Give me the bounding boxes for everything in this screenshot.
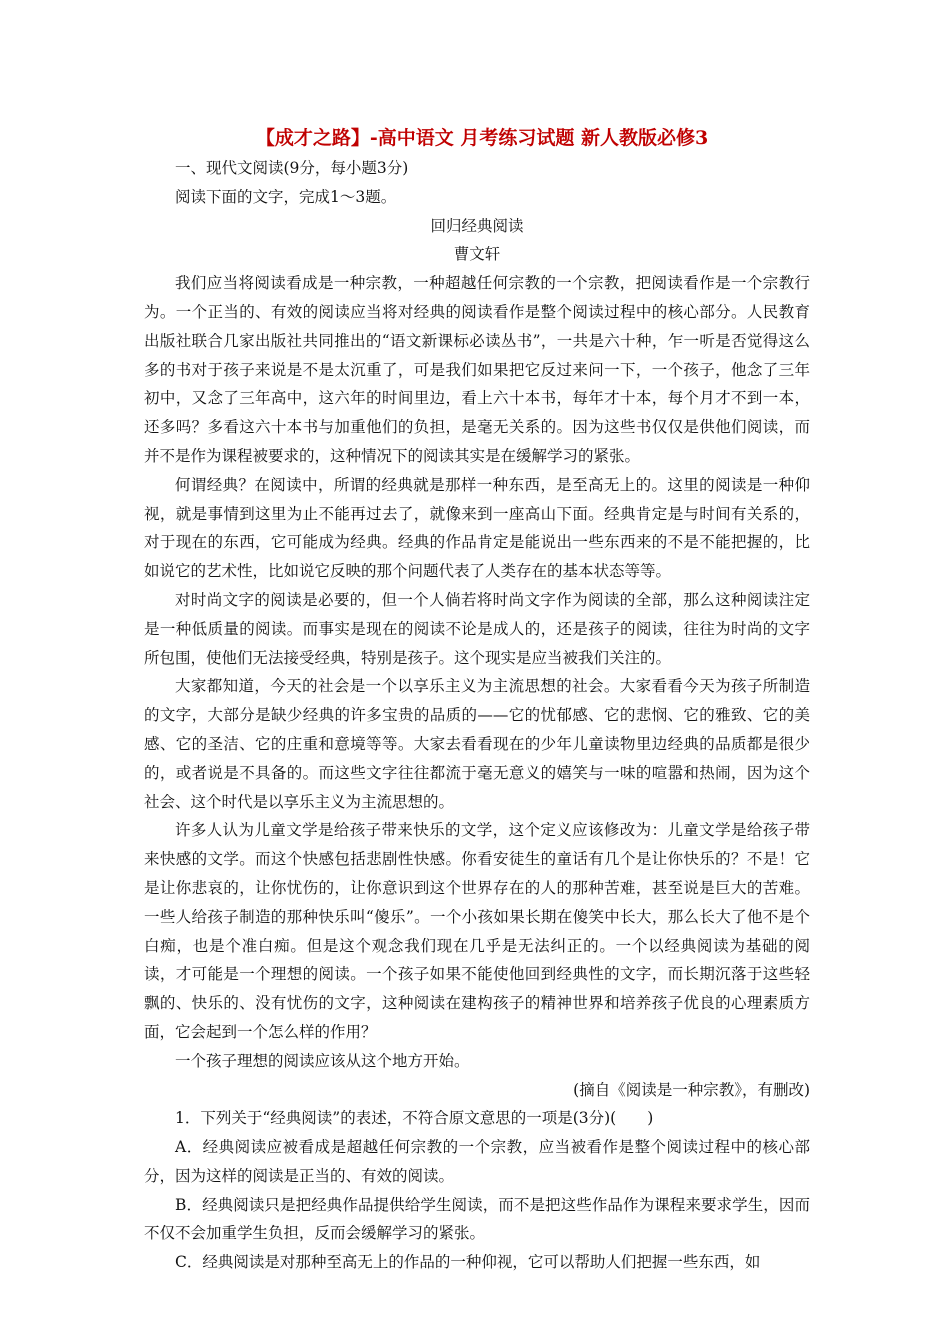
- article-paragraph: 我们应当将阅读看成是一种宗教，一种超越任何宗教的一个宗教，把阅读看作是一个宗教行为。一个正当的、有效的阅读应当将对经典的阅读看作是整个阅读过程中的核心部分。人民教育出版社联合几家出版社共同推出的“语文新课标必读丛书”，一共是六十种，乍一听是否觉得这么多的书对于孩子来说是不是太沉重了，可是我们如果把它反过来问一下，一个孩子，他念了三年初中，又念了三年高中，这六年的时间里边，看上六十本书，每年才十本，每个月才不到一本，还多吗？多看这六十本书与加重他们的负担，是毫无关系的。因为这些书仅仅是供他们阅读，而并不是作为课程被要求的，这种情况下的阅读其实是在缓解学习的紧张。: [144, 274, 810, 465]
- article-paragraph: 何谓经典？在阅读中，所谓的经典就是那样一种东西，是至高无上的。这里的阅读是一种仰视，就是事情到这里为止不能再过去了，就像来到一座高山下面。经典肯定是与时间有关系的，对于现在的东西，它可能成为经典。经典的作品肯定是能说出一些东西来的不是不能把握的，比如说它的艺术性，比如说它反映的那个问题代表了人类存在的基本状态等等。: [144, 475, 810, 581]
- article-paragraph: 许多人认为儿童文学是给孩子带来快乐的文学，这个定义应该修改为：儿童文学是给孩子带来快感的文学。而这个快感包括悲剧性快感。你看安徒生的童话有几个是让你快乐的？不是！它是让你悲哀的，让你忧伤的，让你意识到这个世界存在的人的那种苦难，甚至说是巨大的苦难。一些人给孩子制造的那种快乐叫“傻乐”。一个小孩如果长期在傻笑中长大，那么长大了他不是个白痴，也是个准白痴。但是这个观念我们现在几乎是无法纠正的。一个以经典阅读为基础的阅读，才可能是一个理想的阅读。一个孩子如果不能使他回到经典性的文字，而长期沉落于这些轻飘的、快乐的、没有忧伤的文字，这种阅读在建构孩子的精神世界和培养孩子优良的心理素质方面，它会起到一个怎么样的作用？: [144, 821, 810, 1041]
- article-heading: 回归经典阅读: [430, 216, 524, 235]
- section-heading: 一、现代文阅读(9分，每小题3分): [175, 159, 409, 177]
- question-option-a: A．经典阅读应被看成是超越任何宗教的一个宗教，应当被看作是整个阅读过程中的核心部分，因为这样的阅读是正当的、有效的阅读。: [144, 1138, 810, 1185]
- question-stem: 1．下列关于“经典阅读”的表述，不符合原文意思的一项是(3分)( ): [175, 1109, 654, 1128]
- document-title: 【成才之路】-高中语文 月考练习试题 新人教版必修3: [255, 127, 709, 149]
- article-paragraph: 大家都知道，今天的社会是一个以享乐主义为主流思想的社会。大家看看今天为孩子所制造的文字，大部分是缺少经典的许多宝贵的品质的——它的忧郁感、它的悲悯、它的雅致、它的美感、它的圣洁、它的庄重和意境等等。大家去看看现在的少年儿童读物里边经典的品质都是很少的，或者说是不具备的。而这些文字往往都流于毫无意义的嬉笑与一味的喧嚣和热闹，因为这个社会、这个时代是以享乐主义为主流思想的。: [144, 677, 810, 811]
- article-source: (摘自《阅读是一种宗教》，有删改): [573, 1080, 810, 1099]
- document-content: [144, 124, 810, 1277]
- reading-instruction: 阅读下面的文字，完成1～3题。: [175, 187, 397, 206]
- article-paragraph: 一个孩子理想的阅读应该从这个地方开始。: [175, 1051, 470, 1070]
- article-author: 曹文轩: [453, 245, 501, 264]
- article-paragraph: 对时尚文字的阅读是必要的，但一个人倘若将时尚文字作为阅读的全部，那么这种阅读注定是一种低质量的阅读。而事实是现在的阅读不论是成人的，还是孩子的阅读，往往为时尚的文字所包围，使他们无法接受经典，特别是孩子。这个现实是应当被我们关注的。: [144, 590, 810, 667]
- question-option-c: C．经典阅读是对那种至高无上的作品的一种仰视，它可以帮助人们把握一些东西，如: [175, 1253, 761, 1272]
- question-option-b: B．经典阅读只是把经典作品提供给学生阅读，而不是把这些作品作为课程来要求学生，因而不仅不会加重学生负担，反而会缓解学习的紧张。: [144, 1195, 810, 1243]
